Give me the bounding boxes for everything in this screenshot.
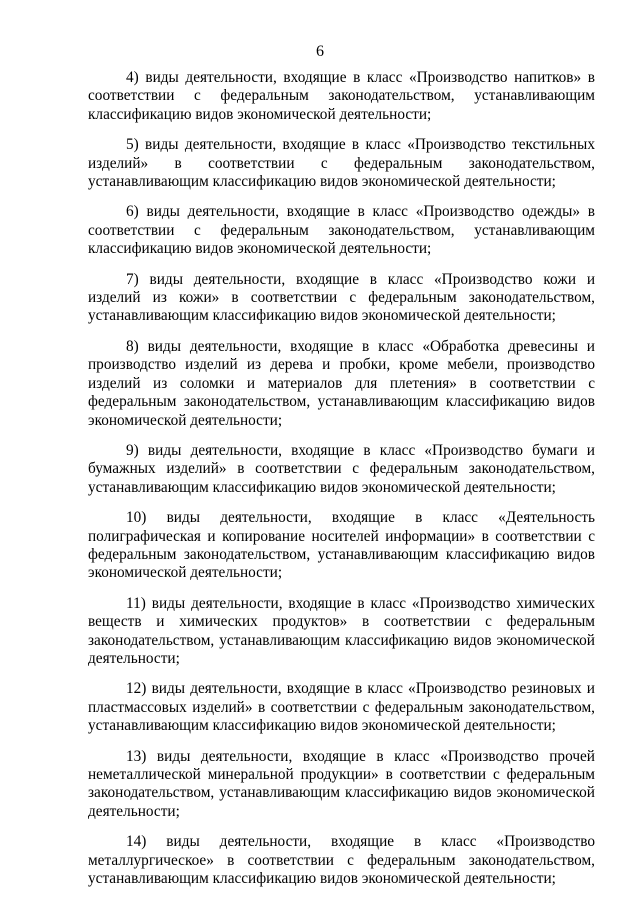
page-number: 6 xyxy=(316,43,324,60)
list-item-7: 7) виды деятельности, входящие в класс «Производство кожи и изделий из кожи» в соответствии с федеральным законодательством, устанавливающим классификацию видов экономической деятельности; xyxy=(88,270,595,325)
list-item-12: 12) виды деятельности, входящие в класс «Производство резиновых и пластмассовых изделий» в соответствии с федеральным законодательством, устанавливающим классификацию видов экономической деятельности; xyxy=(88,680,595,735)
document-body xyxy=(88,69,595,900)
list-item-4: 4) виды деятельности, входящие в класс «Производство напитков» в соответствии с федеральным законодательством, устанавливающим классификацию видов экономической деятельности; xyxy=(88,69,595,123)
list-item-6: 6) виды деятельности, входящие в класс «Производство одежды» в соответствии с федеральным законодательством, устанавливающим классификацию видов экономической деятельности; xyxy=(88,203,595,258)
list-item-9: 9) виды деятельности, входящие в класс «Производство бумаги и бумажных изделий» в соответствии с федеральным законодательством, устанавливающим классификацию видов экономической деятельности; xyxy=(88,441,595,496)
list-item-11: 11) виды деятельности, входящие в класс «Производство химических веществ и химических продуктов» в соответствии с федеральным законодательством, устанавливающим классификацию видов экономической деятельности; xyxy=(88,594,595,667)
list-item-5: 5) виды деятельности, входящие в класс «Производство текстильных изделий» в соответствии с федеральным законодательством, устанавливающим классификацию видов экономической деятельности; xyxy=(88,136,595,191)
list-item-14: 14) виды деятельности, входящие в класс «Производство металлургическое» в соответствии с федеральным законодательством, устанавливающим классификацию видов экономической деятельности; xyxy=(88,833,595,888)
list-item-8: 8) виды деятельности, входящие в класс «Обработка древесины и производство изделий из дерева и пробки, кроме мебели, производство изделий из соломки и материалов для плетения» в соответствии с федеральным законодательством, устанавливающим классификацию видов экономической деятельности; xyxy=(88,337,595,429)
list-item-13: 13) виды деятельности, входящие в класс «Производство прочей неметаллической минеральной продукции» в соответствии с федеральным законодательством, устанавливающим классификацию видов экономической деятельности; xyxy=(88,747,595,820)
list-item-10: 10) виды деятельности, входящие в класс «Деятельность полиграфическая и копирование носителей информации» в соответствии с федеральным законодательством, устанавливающим классификацию видов экономической деятельности; xyxy=(88,509,595,582)
